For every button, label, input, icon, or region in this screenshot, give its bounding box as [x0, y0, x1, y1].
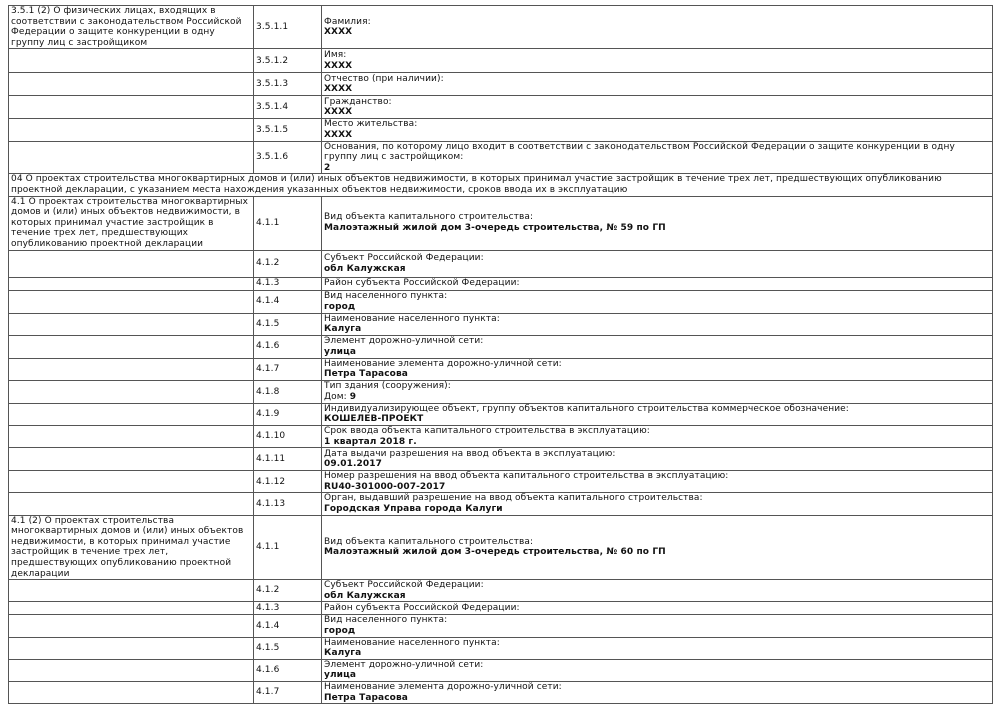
table-row — [9, 637, 993, 659]
table-row — [9, 277, 993, 290]
field-cell — [322, 471, 993, 493]
field-cell — [322, 290, 993, 313]
code-cell: 4.1.1 — [254, 196, 322, 250]
code-cell: 3.5.1.3 — [254, 73, 322, 96]
field-label: Вид населенного пункта: — [324, 290, 448, 301]
code-cell: 4.1.7 — [254, 358, 322, 380]
field-cell — [322, 73, 993, 96]
field-value — [324, 163, 990, 174]
table-row — [9, 335, 993, 358]
field-label: Район субъекта Российской Федерации: — [324, 278, 520, 289]
field-cell — [322, 515, 993, 580]
field-value — [324, 223, 990, 234]
table-row — [9, 602, 993, 615]
field-label: Тип здания (сооружения): — [324, 381, 451, 392]
section-cell — [9, 335, 254, 358]
table-row — [9, 426, 993, 448]
field-cell — [322, 602, 993, 615]
code-cell: 4.1.13 — [254, 493, 322, 515]
code-cell: 3.5.1.1 — [254, 6, 322, 49]
field-value-text: 9 — [349, 391, 357, 402]
section-header-row — [9, 174, 993, 196]
code-cell: 3.5.1.6 — [254, 141, 322, 174]
field-cell — [322, 448, 993, 471]
code-cell: 4.1.7 — [254, 681, 322, 703]
code-cell: 3.5.1.4 — [254, 96, 322, 119]
section-cell — [9, 277, 254, 290]
field-value — [324, 591, 990, 602]
field-value — [324, 482, 990, 493]
section-cell — [9, 141, 254, 174]
field-value-text: Калуга — [324, 324, 362, 335]
section-cell: 4.1 (2) О проектах строительства многоквартирных домов и (или) иных объектов недвижимости, в которых принимал участие застройщик в течение трех лет, предшествующих опубликованию проектной декларации — [9, 515, 254, 580]
field-value-text: обл Калужская — [324, 263, 406, 274]
field-value — [324, 459, 990, 470]
section-cell — [9, 380, 254, 403]
table-row — [9, 290, 993, 313]
field-value — [324, 626, 990, 637]
field-value-text: XXXX — [324, 27, 353, 38]
field-label: Имя: — [324, 50, 347, 61]
table-row — [9, 358, 993, 380]
field-label: Субъект Российской Федерации: — [324, 252, 484, 263]
field-cell — [322, 277, 993, 290]
table-row — [9, 6, 993, 49]
field-cell — [322, 358, 993, 380]
field-label: Субъект Российской Федерации: — [324, 580, 484, 591]
code-cell: 4.1.10 — [254, 426, 322, 448]
field-value — [324, 670, 990, 681]
section-cell — [9, 580, 254, 602]
section-cell — [9, 119, 254, 141]
field-cell — [322, 426, 993, 448]
code-cell: 4.1.2 — [254, 580, 322, 602]
field-value — [324, 27, 990, 38]
field-label: Наименование населенного пункта: — [324, 313, 500, 324]
section-cell — [9, 49, 254, 73]
field-value-text: RU40-301000-007-2017 — [324, 481, 446, 492]
section-header-cell: 04 О проектах строительства многоквартирных домов и (или) иных объектов недвижимости, в которых принимал участие застройщик в течение трех лет, предшествующих опубликованию проектной декларации, с указанием места нахождения указанных объектов недвижимости, сроков ввода их в эксплуатацию — [9, 174, 993, 196]
field-value — [324, 264, 990, 275]
code-cell: 4.1.6 — [254, 659, 322, 681]
field-label: Номер разрешения на ввод объекта капитального строительства в эксплуатацию: — [324, 471, 729, 482]
code-cell: 4.1.4 — [254, 290, 322, 313]
field-cell — [322, 119, 993, 141]
code-cell: 4.1.3 — [254, 602, 322, 615]
table-row — [9, 141, 993, 174]
field-value — [324, 547, 990, 558]
code-cell: 4.1.5 — [254, 637, 322, 659]
field-value — [324, 324, 990, 335]
field-value — [324, 414, 990, 425]
field-label: Вид объекта капитального строительства: — [324, 212, 534, 223]
field-cell — [322, 313, 993, 335]
field-label: Отчество (при наличии): — [324, 73, 444, 84]
section-cell — [9, 615, 254, 637]
field-cell — [322, 403, 993, 425]
field-label: Вид населенного пункта: — [324, 615, 448, 626]
field-cell — [322, 380, 993, 403]
field-value-text: город — [324, 625, 356, 636]
code-cell: 4.1.11 — [254, 448, 322, 471]
table-row — [9, 403, 993, 425]
field-value-text: улица — [324, 346, 357, 357]
field-value-text: город — [324, 301, 356, 312]
field-label: Наименование элемента дорожно-уличной сети: — [324, 358, 562, 369]
section-cell — [9, 471, 254, 493]
table-row — [9, 380, 993, 403]
field-cell — [322, 196, 993, 250]
field-value — [324, 693, 990, 704]
table-row — [9, 493, 993, 515]
section-cell — [9, 96, 254, 119]
section-cell — [9, 250, 254, 277]
table-row — [9, 250, 993, 277]
field-cell — [322, 6, 993, 49]
table-row — [9, 313, 993, 335]
section-cell — [9, 602, 254, 615]
field-value-text: Городская Управа города Калуги — [324, 504, 503, 515]
section-cell — [9, 358, 254, 380]
field-value — [324, 392, 990, 403]
table-row — [9, 119, 993, 141]
section-cell — [9, 403, 254, 425]
code-cell: 4.1.6 — [254, 335, 322, 358]
field-value — [324, 107, 990, 118]
field-label: Вид объекта капитального строительства: — [324, 536, 534, 547]
table-row — [9, 471, 993, 493]
field-value-text: Петра Тарасова — [324, 369, 408, 380]
field-value-text: Калуга — [324, 648, 362, 659]
table-row — [9, 659, 993, 681]
section-cell — [9, 448, 254, 471]
field-cell — [322, 49, 993, 73]
field-value — [324, 437, 990, 448]
table-row — [9, 196, 993, 250]
code-cell: 4.1.8 — [254, 380, 322, 403]
field-label: Срок ввода объекта капитального строительства в эксплуатацию: — [324, 426, 650, 437]
field-value-text: 09.01.2017 — [324, 459, 382, 470]
code-cell: 4.1.5 — [254, 313, 322, 335]
field-value-text: XXXX — [324, 60, 353, 71]
field-value — [324, 504, 990, 515]
field-value-text: 1 квартал 2018 г. — [324, 436, 417, 447]
field-value-prefix: Дом: — [324, 391, 350, 402]
field-label: Элемент дорожно-уличной сети: — [324, 336, 484, 347]
field-cell — [322, 659, 993, 681]
field-value-text: Малоэтажный жилой дом 3-очередь строительства, № 60 по ГП — [324, 547, 666, 558]
section-cell — [9, 426, 254, 448]
section-cell — [9, 681, 254, 703]
section-cell — [9, 290, 254, 313]
field-label: Дата выдачи разрешения на ввод объекта в эксплуатацию: — [324, 448, 616, 459]
section-cell: 3.5.1 (2) О физических лицах, входящих в соответствии с законодательством Российской Федерации о защите конкуренции в одну группу лиц с застройщиком — [9, 6, 254, 49]
declaration-table — [8, 5, 993, 704]
field-value — [324, 347, 990, 358]
section-cell — [9, 493, 254, 515]
field-value-text: обл Калужская — [324, 590, 406, 601]
table-row — [9, 580, 993, 602]
code-cell: 4.1.1 — [254, 515, 322, 580]
code-cell: 3.5.1.2 — [254, 49, 322, 73]
table-row — [9, 448, 993, 471]
field-cell — [322, 250, 993, 277]
table-row — [9, 681, 993, 703]
field-cell — [322, 615, 993, 637]
field-cell — [322, 493, 993, 515]
field-label: Элемент дорожно-уличной сети: — [324, 659, 484, 670]
field-value-text: Малоэтажный жилой дом 3-очередь строительства, № 59 по ГП — [324, 223, 666, 234]
field-value — [324, 61, 990, 72]
field-value — [324, 369, 990, 380]
code-cell: 4.1.9 — [254, 403, 322, 425]
field-value — [324, 302, 990, 313]
field-value-text: КОШЕЛЕВ-ПРОЕКТ — [324, 414, 424, 425]
field-value-text: XXXX — [324, 107, 353, 118]
field-cell — [322, 335, 993, 358]
field-cell — [322, 681, 993, 703]
field-label: Основания, по которому лицо входит в соответствии с законодательством Российской Федерации о защите конкуренции в одну группу лиц с застройщиком: — [324, 141, 955, 163]
code-cell: 3.5.1.5 — [254, 119, 322, 141]
field-value-text: Петра Тарасова — [324, 692, 408, 703]
table-row — [9, 73, 993, 96]
field-cell — [322, 141, 993, 174]
field-value-text: XXXX — [324, 84, 353, 95]
field-label: Наименование элемента дорожно-уличной сети: — [324, 681, 562, 692]
code-cell: 4.1.4 — [254, 615, 322, 637]
field-label: Район субъекта Российской Федерации: — [324, 603, 520, 614]
field-label: Индивидуализирующее объект, группу объектов капитального строительства коммерческое обозначение: — [324, 403, 849, 414]
section-cell: 4.1 О проектах строительства многоквартирных домов и (или) иных объектов недвижимости, в которых принимал участие застройщик в течение трех лет, предшествующих опубликованию проектной декларации — [9, 196, 254, 250]
table-row — [9, 96, 993, 119]
field-cell — [322, 96, 993, 119]
field-label: Место жительства: — [324, 119, 418, 130]
table-row — [9, 515, 993, 580]
field-label: Гражданство: — [324, 96, 392, 107]
field-value — [324, 130, 990, 141]
field-label: Наименование населенного пункта: — [324, 637, 500, 648]
section-cell — [9, 659, 254, 681]
table-row — [9, 49, 993, 73]
code-cell: 4.1.3 — [254, 277, 322, 290]
code-cell: 4.1.12 — [254, 471, 322, 493]
field-label: Фамилия: — [324, 16, 371, 27]
section-cell — [9, 637, 254, 659]
field-label: Орган, выдавший разрешение на ввод объекта капитального строительства: — [324, 493, 703, 504]
code-cell: 4.1.2 — [254, 250, 322, 277]
section-cell — [9, 73, 254, 96]
table-row — [9, 615, 993, 637]
field-value-text: улица — [324, 670, 357, 681]
field-value-text: XXXX — [324, 129, 353, 140]
field-value — [324, 84, 990, 95]
field-value — [324, 648, 990, 659]
section-cell — [9, 313, 254, 335]
field-cell — [322, 637, 993, 659]
field-value-text: 2 — [324, 162, 331, 173]
field-cell — [322, 580, 993, 602]
